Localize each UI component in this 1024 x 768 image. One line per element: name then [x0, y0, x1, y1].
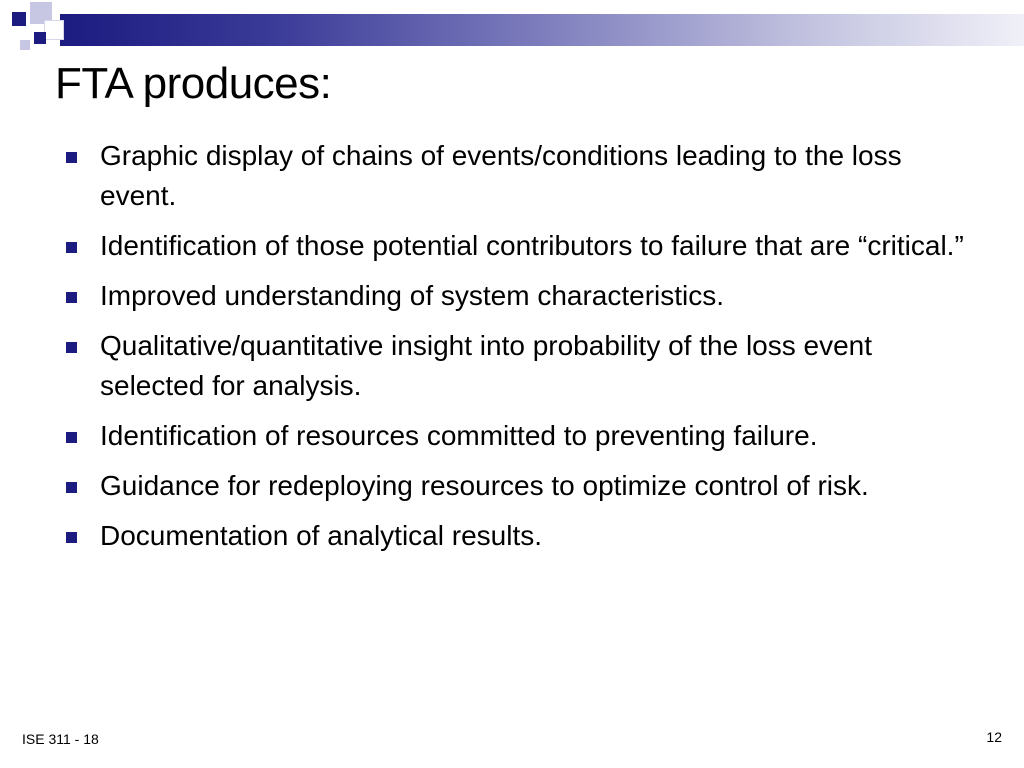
bullet-text: Graphic display of chains of events/conditions leading to the loss event. [100, 140, 902, 211]
bullet-text: Guidance for redeploying resources to optimize control of risk. [100, 470, 869, 501]
slide-title: FTA produces: [55, 59, 332, 108]
page-number: 12 [986, 729, 1002, 745]
square-bullet-icon [66, 532, 77, 543]
bullet-item [62, 226, 967, 266]
bullet-item [62, 326, 967, 406]
square-bullet-icon [66, 242, 77, 253]
bullet-text: Identification of those potential contributors to failure that are “critical.” [100, 230, 964, 261]
footer-course-label: ISE 311 - 18 [22, 731, 99, 747]
square-bullet-icon [66, 152, 77, 163]
bullet-item [62, 276, 967, 316]
square-bullet-icon [66, 292, 77, 303]
decorative-square [34, 32, 46, 44]
decorative-square [20, 40, 30, 50]
bullet-text: Documentation of analytical results. [100, 520, 542, 551]
square-bullet-icon [66, 432, 77, 443]
bullet-item [62, 516, 967, 556]
bullet-item [62, 136, 967, 216]
bullet-list [62, 136, 967, 566]
bullet-item [62, 466, 967, 506]
square-bullet-icon [66, 342, 77, 353]
bullet-text: Improved understanding of system characteristics. [100, 280, 725, 311]
decorative-square [44, 20, 64, 40]
bullet-text: Qualitative/quantitative insight into probability of the loss event selected for analysis. [100, 330, 873, 401]
decorative-square [12, 12, 26, 26]
bullet-item [62, 416, 967, 456]
bullet-text: Identification of resources committed to preventing failure. [100, 420, 818, 451]
header-gradient-band [60, 14, 1024, 46]
square-bullet-icon [66, 482, 77, 493]
